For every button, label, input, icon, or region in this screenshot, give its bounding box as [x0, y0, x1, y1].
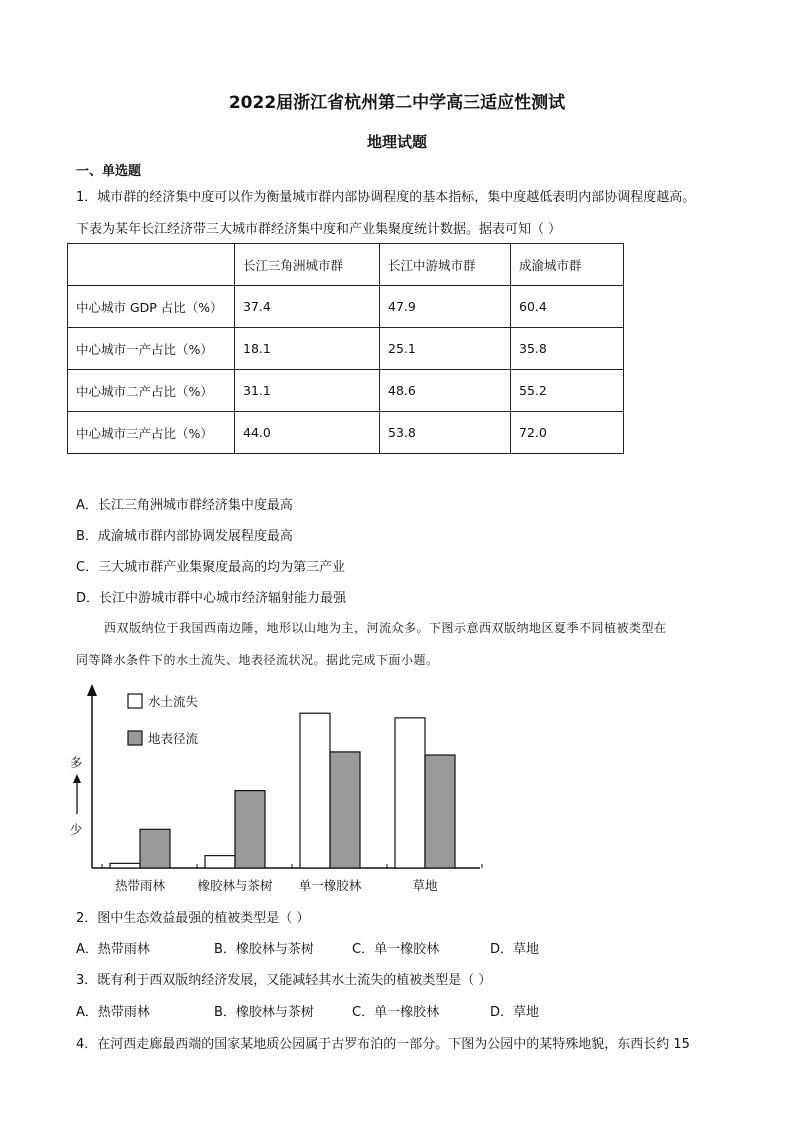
chart-legend [128, 694, 199, 746]
q1-option-c: C．三大城市群产业集聚度最高的均为第三产业 [76, 560, 346, 575]
y-direction-arrow-icon [73, 774, 81, 783]
passage-line2: 同等降水条件下的水土流失、地表径流状况。据此完成下面小题。 [76, 653, 439, 667]
q3-stem: 3．既有利于西双版纳经济发展，又能减轻其水土流失的植被类型是（ ） [76, 973, 492, 988]
q1-option-d: D．长江中游城市群中心城市经济辐射能力最强 [76, 591, 347, 606]
table-row [68, 328, 624, 370]
table-cell: 53.8 [380, 412, 511, 454]
q1-option-b: B．成渝城市群内部协调发展程度最高 [76, 529, 293, 544]
q2-option-d: D．草地 [490, 942, 540, 957]
table-cell: 72.0 [511, 412, 624, 454]
table-row [68, 412, 624, 454]
bar-runoff-3 [425, 755, 455, 868]
legend-label: 水土流失 [148, 694, 199, 709]
q2-options [76, 938, 539, 957]
bar-soil-loss-3 [395, 718, 425, 868]
x-tick-label: 草地 [412, 878, 438, 893]
table-cell: 35.8 [511, 328, 624, 370]
q1-stem-line2: 下表为某年长江经济带三大城市群经济集中度和产业集聚度统计数据。据表可知（ ） [76, 222, 562, 237]
q1-stem-line1: 1．城市群的经济集中度可以作为衡量城市群内部协调程度的基本指标，集中度越低表明内部协调程度越高。 [76, 190, 696, 205]
section-heading: 一、单选题 [76, 164, 142, 179]
vegetation-bar-chart [60, 672, 500, 902]
legend-swatch [128, 731, 142, 745]
table-header-cell [68, 244, 235, 286]
table-cell: 48.6 [380, 370, 511, 412]
x-tick-label: 橡胶林与茶树 [197, 878, 273, 893]
table-header-cell: 长江三角洲城市群 [235, 244, 380, 286]
table-row [68, 370, 624, 412]
table-header-cell: 成渝城市群 [511, 244, 624, 286]
table-cell: 中心城市 GDP 占比（%） [68, 286, 235, 328]
y-label-less: 少 [69, 822, 83, 837]
q2-stem: 2．图中生态效益最强的植被类型是（ ） [76, 911, 310, 926]
table-cell: 18.1 [235, 328, 380, 370]
x-tick-label: 热带雨林 [114, 878, 166, 893]
q1-option-a: A．长江三角洲城市群经济集中度最高 [76, 498, 293, 513]
q3-options [76, 1001, 539, 1020]
page-title: 2022届浙江省杭州第二中学高三适应性测试 [228, 93, 566, 113]
table-cell: 25.1 [380, 328, 511, 370]
q3-option-a: A．热带雨林 [76, 1005, 150, 1020]
q3-option-c: C．单一橡胶林 [352, 1005, 440, 1020]
q2-option-b: B．橡胶林与茶树 [214, 942, 314, 957]
table-cell: 60.4 [511, 286, 624, 328]
q3-option-d: D．草地 [490, 1005, 540, 1020]
q3-option-b: B．橡胶林与茶树 [214, 1005, 314, 1020]
q4-stem: 4．在河西走廊最西端的国家某地质公园属于古罗布泊的一部分。下图为公园中的某特殊地貌，东西长约 15 [76, 1037, 690, 1052]
q2-option-c: C．单一橡胶林 [352, 942, 440, 957]
table-cell: 55.2 [511, 370, 624, 412]
table-cell: 44.0 [235, 412, 380, 454]
table-cell: 中心城市二产占比（%） [68, 370, 235, 412]
passage-line1: 西双版纳位于我国西南边陲，地形以山地为主，河流众多。下图示意西双版纳地区夏季不同植被类型在 [104, 621, 667, 635]
legend-label: 地表径流 [148, 731, 199, 746]
bar-runoff-0 [140, 829, 170, 868]
table-cell: 中心城市一产占比（%） [68, 328, 235, 370]
table-cell: 31.1 [235, 370, 380, 412]
x-tick-label: 单一橡胶林 [298, 878, 362, 893]
bar-soil-loss-1 [205, 856, 235, 868]
y-axis-arrow-icon [87, 684, 97, 696]
legend-swatch [128, 694, 142, 708]
stats-table [67, 243, 624, 454]
bar-soil-loss-0 [110, 863, 140, 868]
bar-soil-loss-2 [300, 713, 330, 868]
table-cell: 37.4 [235, 286, 380, 328]
bar-runoff-1 [235, 791, 265, 868]
table-header-cell: 长江中游城市群 [380, 244, 511, 286]
table-cell: 47.9 [380, 286, 511, 328]
table-cell: 中心城市三产占比（%） [68, 412, 235, 454]
table-row [68, 286, 624, 328]
y-label-more: 多 [69, 755, 83, 770]
q2-option-a: A．热带雨林 [76, 942, 150, 957]
bar-runoff-2 [330, 752, 360, 868]
page-subtitle: 地理试题 [366, 133, 427, 151]
table-header-row [68, 244, 624, 286]
